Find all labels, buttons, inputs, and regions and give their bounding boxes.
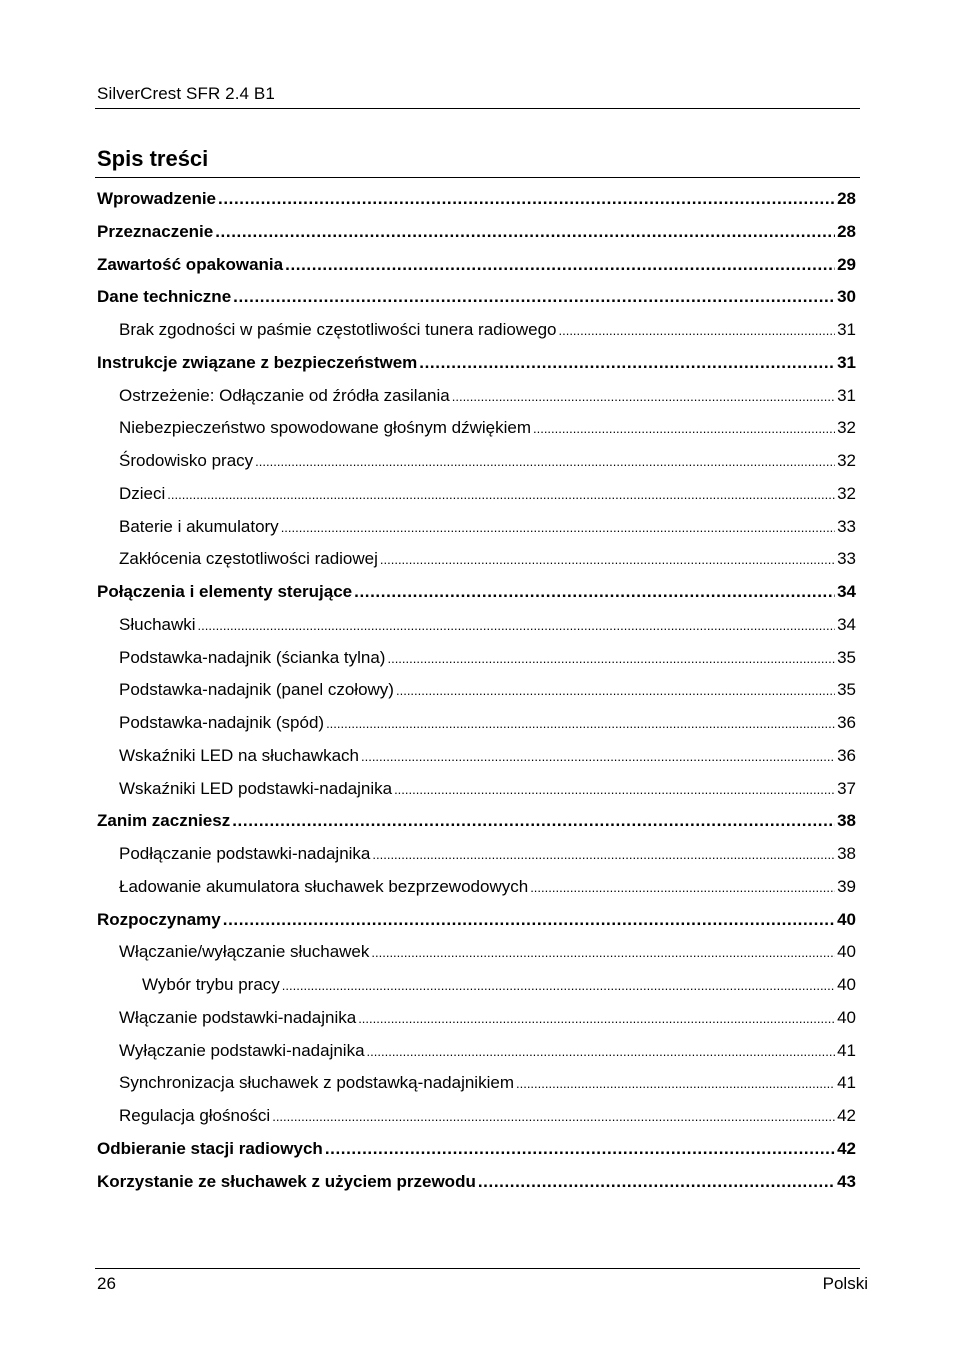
toc-entry[interactable]	[119, 1102, 856, 1130]
toc-entry-page: 31	[837, 353, 856, 372]
toc-dot-leader	[478, 1168, 835, 1196]
toc-entry-label: Połączenia i elementy sterujące	[97, 582, 353, 601]
toc-entry-page: 28	[837, 189, 856, 208]
toc-dot-leader	[371, 939, 835, 966]
toc-entry[interactable]	[119, 611, 856, 639]
toc-entry-label: Regulacja głośności	[119, 1106, 271, 1125]
toc-entry[interactable]	[119, 316, 856, 344]
toc-dot-leader	[198, 612, 836, 639]
toc-entry-page: 36	[837, 713, 856, 732]
toc-dot-leader	[272, 1103, 835, 1130]
toc-entry[interactable]	[119, 480, 856, 508]
toc-entry-label: Odbieranie stacji radiowych	[97, 1139, 323, 1158]
toc-entry-page: 33	[837, 549, 856, 568]
toc-entry-label: Ładowanie akumulatora słuchawek bezprzewodowych	[119, 877, 529, 896]
toc-entry-label: Podstawka-nadajnik (panel czołowy)	[119, 680, 394, 699]
toc-entry-page: 32	[837, 418, 856, 437]
toc-dot-leader	[232, 807, 835, 835]
toc-dot-leader	[452, 383, 835, 410]
toc-entry[interactable]	[119, 873, 856, 901]
toc-entry-page: 38	[837, 811, 856, 830]
toc-entry-page: 35	[837, 648, 856, 667]
toc-entry-label: Ostrzeżenie: Odłączanie od źródła zasilania	[119, 386, 450, 405]
toc-entry[interactable]	[119, 840, 856, 868]
toc-entry-label: Wskaźniki LED podstawki-nadajnika	[119, 779, 393, 798]
toc-entry-page: 32	[837, 484, 856, 503]
toc-entry-label: Podłączanie podstawki-nadajnika	[119, 844, 371, 863]
document-header: SilverCrest SFR 2.4 B1	[97, 84, 275, 103]
toc-entry-page: 38	[837, 844, 856, 863]
toc-entry-page: 41	[837, 1041, 856, 1060]
toc-dot-leader	[394, 776, 835, 803]
header-divider	[95, 108, 860, 109]
toc-entry-page: 43	[837, 1172, 856, 1191]
toc-entry-page: 39	[837, 877, 856, 896]
toc-entry-label: Niebezpieczeństwo spowodowane głośnym dźwiękiem	[119, 418, 531, 437]
toc-dot-leader	[282, 972, 835, 999]
toc-dot-leader	[358, 1005, 835, 1032]
toc-entry-label: Korzystanie ze słuchawek z użyciem przewodu	[97, 1172, 476, 1191]
toc-entry[interactable]	[97, 185, 856, 213]
toc-entry-page: 34	[837, 615, 856, 634]
toc-entry-page: 31	[837, 320, 856, 339]
toc-dot-leader	[223, 906, 835, 934]
toc-entry-page: 34	[837, 582, 856, 601]
toc-entry-page: 42	[837, 1139, 856, 1158]
toc-entry-label: Wyłączanie podstawki-nadajnika	[119, 1041, 365, 1060]
toc-entry-page: 35	[837, 680, 856, 699]
toc-entry-page: 40	[837, 942, 856, 961]
toc-entry[interactable]	[119, 775, 856, 803]
toc-entry-page: 36	[837, 746, 856, 765]
toc-entry-label: Wybór trybu pracy	[142, 975, 280, 994]
toc-dot-leader	[530, 874, 835, 901]
toc-dot-leader	[255, 448, 835, 475]
toc-entry-label: Podstawka-nadajnik (spód)	[119, 713, 325, 732]
toc-dot-leader	[167, 481, 835, 508]
toc-dot-leader	[372, 841, 835, 868]
toc-entry[interactable]	[142, 971, 856, 999]
toc-entry-label: Zawartość opakowania	[97, 255, 284, 274]
toc-entry[interactable]	[119, 414, 856, 442]
toc-entry-page: 33	[837, 517, 856, 536]
toc-entry[interactable]	[97, 906, 856, 934]
toc-entry[interactable]	[119, 1037, 856, 1065]
toc-entry-page: 32	[837, 451, 856, 470]
toc-entry-label: Zanim zaczniesz	[97, 811, 231, 830]
toc-dot-leader	[387, 645, 835, 672]
toc-dot-leader	[558, 317, 835, 344]
toc-entry[interactable]	[119, 938, 856, 966]
footer-language: Polski	[822, 1274, 868, 1293]
toc-entry-label: Rozpoczynamy	[97, 910, 221, 929]
toc-entry-label: Włączanie podstawki-nadajnika	[119, 1008, 357, 1027]
toc-dot-leader	[367, 1038, 836, 1065]
toc-entry-label: Przeznaczenie	[97, 222, 214, 241]
title-divider	[95, 177, 860, 178]
toc-entry[interactable]	[119, 742, 856, 770]
toc-title: Spis treści	[97, 146, 209, 171]
toc-entry[interactable]	[97, 218, 856, 246]
toc-entry-label: Brak zgodności w paśmie częstotliwości tunera radiowego	[119, 320, 557, 339]
toc-entry[interactable]	[97, 283, 856, 311]
toc-entry-page: 37	[837, 779, 856, 798]
toc-entry[interactable]	[119, 676, 856, 704]
toc-entry-page: 41	[837, 1073, 856, 1092]
toc-entry-page: 40	[837, 975, 856, 994]
toc-entry[interactable]	[97, 251, 856, 279]
toc-entry[interactable]	[97, 349, 856, 377]
toc-dot-leader	[218, 185, 835, 213]
toc-entry[interactable]	[119, 1069, 856, 1097]
toc-entry-label: Instrukcje związane z bezpieczeństwem	[97, 353, 418, 372]
toc-entry-page: 40	[837, 1008, 856, 1027]
page-number: 26	[97, 1274, 116, 1293]
toc-entry-page: 28	[837, 222, 856, 241]
footer-divider	[95, 1268, 860, 1269]
toc-dot-leader	[516, 1070, 835, 1097]
toc-entry-label: Słuchawki	[119, 615, 196, 634]
toc-dot-leader	[215, 218, 835, 246]
toc-dot-leader	[533, 415, 835, 442]
toc-dot-leader	[380, 546, 835, 573]
toc-entry-page: 30	[837, 287, 856, 306]
toc-entry-label: Wprowadzenie	[97, 189, 217, 208]
toc-entry[interactable]	[119, 382, 856, 410]
toc-entry[interactable]	[97, 1135, 856, 1163]
toc-dot-leader	[396, 677, 835, 704]
toc-dot-leader	[233, 283, 835, 311]
toc-entry-label: Dzieci	[119, 484, 166, 503]
toc-entry[interactable]	[119, 644, 856, 672]
toc-entry[interactable]	[119, 545, 856, 573]
toc-entry-label: Baterie i akumulatory	[119, 517, 279, 536]
toc-entry-label: Zakłócenia częstotliwości radiowej	[119, 549, 378, 568]
toc-dot-leader	[281, 514, 835, 541]
toc-entry[interactable]	[119, 513, 856, 541]
toc-dot-leader	[361, 743, 835, 770]
toc-entry[interactable]	[119, 709, 856, 737]
toc-entry[interactable]	[119, 1004, 856, 1032]
toc-entry-label: Synchronizacja słuchawek z podstawką-nadajnikiem	[119, 1073, 514, 1092]
toc-dot-leader	[326, 710, 835, 737]
toc-entry[interactable]	[97, 1168, 856, 1196]
toc-entry-label: Włączanie/wyłączanie słuchawek	[119, 942, 370, 961]
toc-dot-leader	[285, 251, 835, 279]
toc-entry-page: 29	[837, 255, 856, 274]
toc-entry[interactable]	[97, 578, 856, 606]
toc-entry-label: Dane techniczne	[97, 287, 232, 306]
toc-dot-leader	[325, 1135, 835, 1163]
toc-entry-label: Środowisko pracy	[119, 451, 254, 470]
toc-entry-page: 40	[837, 910, 856, 929]
toc-dot-leader	[354, 578, 835, 606]
toc-entry-label: Wskaźniki LED na słuchawkach	[119, 746, 359, 765]
toc-entry[interactable]	[119, 447, 856, 475]
toc-entry-label: Podstawka-nadajnik (ścianka tylna)	[119, 648, 386, 667]
toc-entry-page: 31	[837, 386, 856, 405]
toc-entry[interactable]	[97, 807, 856, 835]
toc-dot-leader	[419, 349, 835, 377]
toc-entry-page: 42	[837, 1106, 856, 1125]
